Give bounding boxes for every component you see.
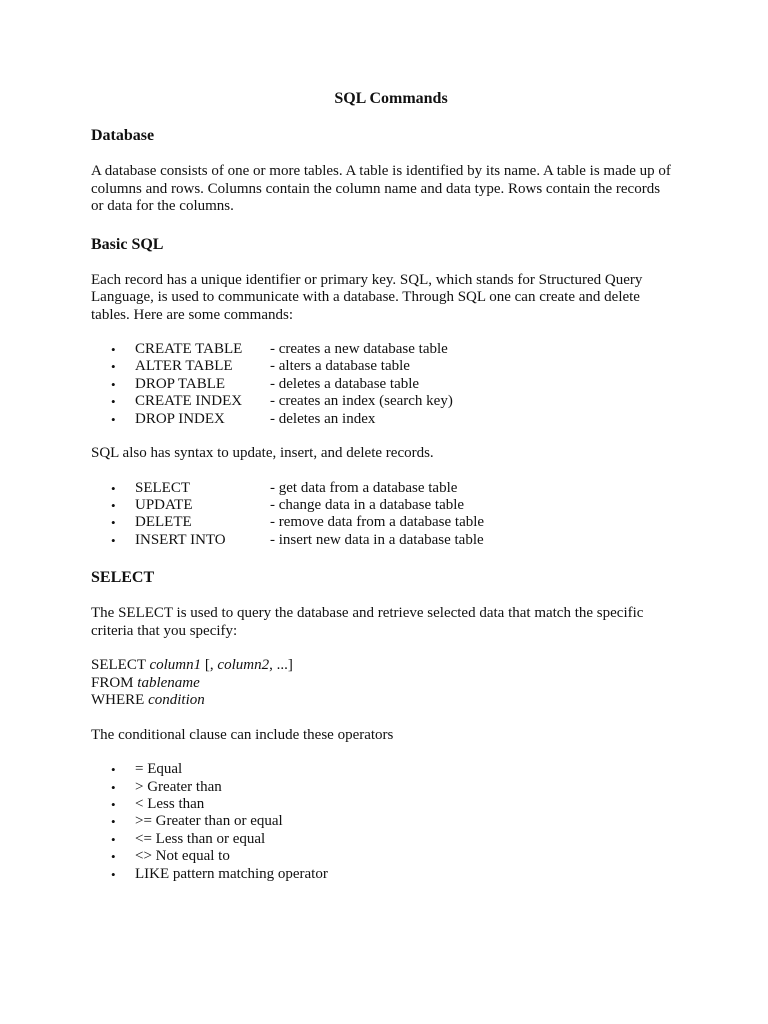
bullet-icon: • xyxy=(111,779,116,795)
bullet-icon: • xyxy=(111,376,116,392)
command-desc: - insert new data in a database table xyxy=(270,531,484,548)
bullet-icon: • xyxy=(111,814,116,830)
heading-basic-sql: Basic SQL xyxy=(91,235,164,253)
command-desc: - alters a database table xyxy=(270,358,410,375)
command-desc: - deletes an index xyxy=(270,410,376,427)
list-item xyxy=(91,532,691,549)
list-item xyxy=(91,358,691,375)
operator-text: >= Greater than or equal xyxy=(135,813,283,830)
select-syntax-line-1 xyxy=(91,657,691,675)
select-syntax-line-2 xyxy=(91,675,691,693)
command-name: DELETE xyxy=(135,514,192,531)
bullet-icon: • xyxy=(111,532,116,548)
operator-text: < Less than xyxy=(135,795,205,812)
operator-text: <> Not equal to xyxy=(135,848,230,865)
bullet-icon: • xyxy=(111,831,116,847)
command-desc: - deletes a database table xyxy=(270,375,420,392)
record-commands-list xyxy=(91,480,691,550)
basic-sql-paragraph-line-3: tables. Here are some commands: xyxy=(91,306,294,323)
syntax-sep: [, xyxy=(204,657,214,674)
arg-condition: condition xyxy=(148,692,205,709)
syntax-sep: , ...] xyxy=(269,657,293,674)
bullet-icon: • xyxy=(111,796,116,812)
page-title: SQL Commands xyxy=(334,90,448,107)
database-paragraph-line-1: A database consists of one or more tables. A table is identified by its name. A table is made up of xyxy=(91,163,671,179)
list-item xyxy=(91,411,691,428)
command-desc: - creates a new database table xyxy=(270,341,448,357)
command-name: SELECT xyxy=(135,479,190,496)
document-page xyxy=(91,88,691,883)
list-item xyxy=(91,848,691,865)
bullet-icon: • xyxy=(111,849,116,865)
select-paragraph-line-1: The SELECT is used to query the database and retrieve selected data that match the specific xyxy=(91,605,644,622)
bullet-icon: • xyxy=(111,762,116,778)
command-desc: - creates an index (search key) xyxy=(270,393,453,410)
basic-sql-paragraph-line-1: Each record has a unique identifier or primary key. SQL, which stands for Structured Query xyxy=(91,271,643,288)
command-desc: - get data from a database table xyxy=(270,479,458,496)
keyword-from: FROM xyxy=(91,674,134,691)
operators-intro: The conditional clause can include these operators xyxy=(91,726,394,743)
operator-text: > Greater than xyxy=(135,778,222,795)
operator-text: <= Less than or equal xyxy=(135,830,266,847)
bullet-icon: • xyxy=(111,411,116,427)
command-name: CREATE INDEX xyxy=(135,393,243,410)
list-item xyxy=(91,761,691,778)
list-item xyxy=(91,480,691,497)
command-name: DROP TABLE xyxy=(135,375,226,392)
bullet-icon: • xyxy=(111,342,116,357)
list-item xyxy=(91,376,691,393)
command-name: CREATE TABLE xyxy=(135,341,243,357)
list-item xyxy=(91,514,691,531)
command-name: INSERT INTO xyxy=(135,531,226,548)
list-item xyxy=(91,393,691,410)
keyword-where: WHERE xyxy=(91,692,145,709)
select-paragraph-line-2: criteria that you specify: xyxy=(91,622,238,639)
operator-text: = Equal xyxy=(135,761,183,778)
bullet-icon: • xyxy=(111,866,116,882)
select-syntax-line-3 xyxy=(91,692,691,710)
arg-column1: column1 xyxy=(149,657,202,674)
syntax-intro: SQL also has syntax to update, insert, and delete records. xyxy=(91,445,434,462)
list-item xyxy=(91,497,691,514)
list-item xyxy=(91,779,691,796)
command-desc: - remove data from a database table xyxy=(270,514,485,531)
bullet-icon: • xyxy=(111,480,116,496)
heading-database: Database xyxy=(91,127,155,144)
table-commands-list xyxy=(91,341,691,428)
database-paragraph-line-3: or data for the columns. xyxy=(91,198,234,214)
bullet-icon: • xyxy=(111,359,116,375)
keyword-select: SELECT xyxy=(91,657,146,674)
list-item xyxy=(91,866,691,883)
database-paragraph-line-2: columns and rows. Columns contain the column name and data type. Rows contain the records xyxy=(91,180,661,197)
command-desc: - change data in a database table xyxy=(270,496,465,513)
bullet-icon: • xyxy=(111,497,116,513)
bullet-icon: • xyxy=(111,394,116,410)
heading-select: SELECT xyxy=(91,569,155,587)
command-name: UPDATE xyxy=(135,496,193,513)
list-item xyxy=(91,796,691,813)
list-item xyxy=(91,813,691,830)
command-name: DROP INDEX xyxy=(135,410,225,427)
list-item xyxy=(91,831,691,848)
arg-column2: column2 xyxy=(217,657,270,674)
command-name: ALTER TABLE xyxy=(135,358,233,375)
operators-list xyxy=(91,761,691,883)
arg-tablename: tablename xyxy=(137,674,200,691)
bullet-icon: • xyxy=(111,515,116,531)
basic-sql-paragraph-line-2: Language, is used to communicate with a database. Through SQL one can create and delete xyxy=(91,289,640,305)
operator-text: LIKE pattern matching operator xyxy=(135,865,328,882)
list-item xyxy=(91,341,691,358)
